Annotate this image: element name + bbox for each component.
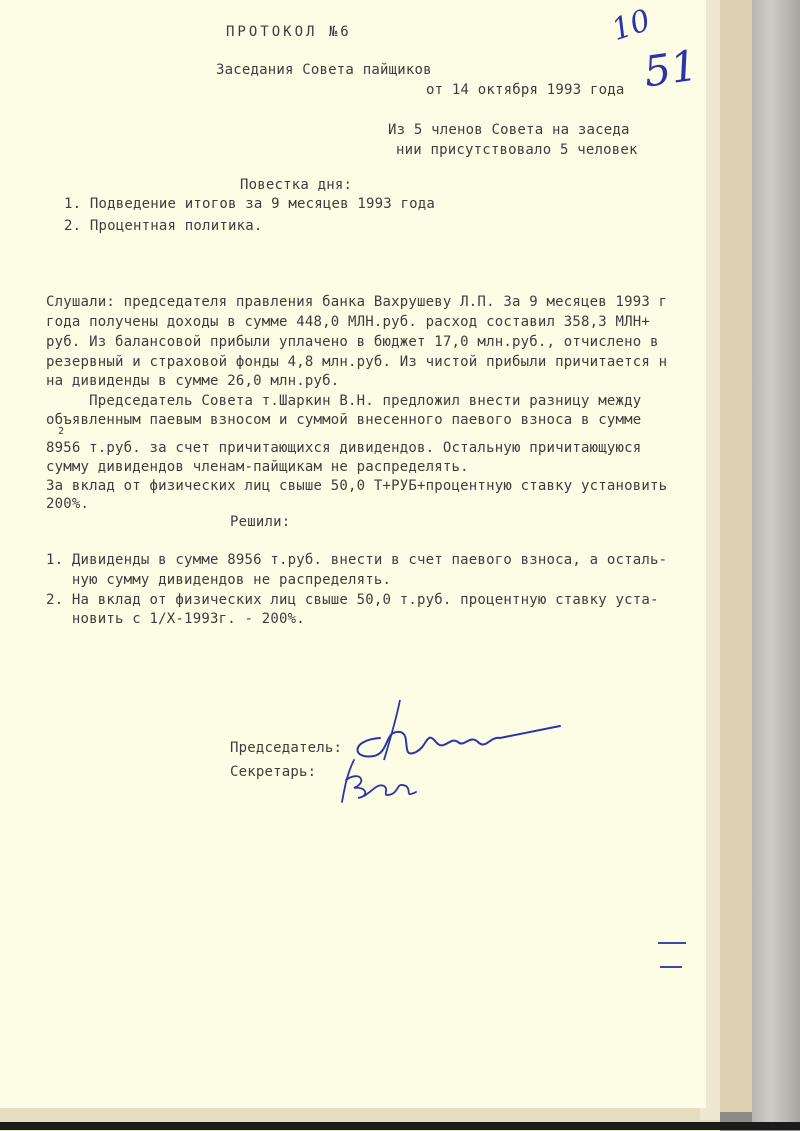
heard-line: года получены доходы в сумме 448,0 МЛН.руб. расход составил 358,3 МЛН+	[46, 314, 651, 330]
heard-line: руб. Из балансовой прибыли уплачено в бюджет 17,0 млн.руб., отчислено в	[46, 334, 659, 350]
correction-mark: 2	[58, 426, 65, 437]
agenda-heading: Повестка дня:	[240, 177, 353, 193]
chairman-label: Председатель:	[230, 740, 343, 756]
scanner-bottom-border	[0, 1122, 800, 1130]
document-title: ПРОТОКОЛ №6	[226, 24, 352, 40]
pen-mark	[660, 966, 682, 968]
handwritten-sheet-number: 51	[640, 40, 701, 97]
scanner-background	[752, 0, 800, 1130]
heard-line: Слушали: председателя правления банка Вахрушеву Л.П. За 9 месяцев 1993 г	[46, 294, 668, 310]
heard-line: 8956 т.руб. за счет причитающихся дивидендов. Остальную причитающуюся	[46, 440, 642, 456]
pen-mark	[658, 942, 686, 944]
agenda-item: 1. Подведение итогов за 9 месяцев 1993 года	[64, 196, 436, 212]
heard-line: Председатель Совета т.Шаркин В.Н. предложил внести разницу между	[46, 393, 642, 409]
attendance-line-1: Из 5 членов Совета на заседа	[388, 122, 630, 138]
document-date: от 14 октября 1993 года	[426, 82, 625, 98]
heard-line: сумму дивидендов членам-пайщикам не распределять.	[46, 459, 469, 475]
secretary-label: Секретарь:	[230, 764, 317, 780]
agenda-item: 2. Процентная политика.	[64, 218, 263, 234]
secretary-signature	[336, 752, 446, 812]
heard-line: резервный и страховой фонды 4,8 млн.руб. Из чистой прибыли причитается н	[46, 354, 668, 370]
document-subtitle: Заседания Совета пайщиков	[216, 62, 432, 78]
attendance-line-2: нии присутствовало 5 человек	[396, 142, 638, 158]
decided-heading: Решили:	[230, 514, 291, 530]
decided-line: 1. Дивиденды в сумме 8956 т.руб. внести в счет паевого взноса, а осталь-	[46, 552, 668, 568]
decided-line: 2. На вклад от физических лиц свыше 50,0 т.руб. процентную ставку уста-	[46, 592, 659, 608]
heard-line: на дивиденды в сумме 26,0 млн.руб.	[46, 373, 340, 389]
decided-line: ную сумму дивидендов не распределять.	[46, 572, 392, 588]
heard-line: 200%.	[46, 496, 90, 512]
decided-line: новить с 1/X-1993г. - 200%.	[46, 611, 305, 627]
heard-line: объявленным паевым взносом и суммой внесенного паевого взноса в сумме	[46, 412, 642, 428]
handwritten-page-number: 10	[607, 2, 655, 49]
heard-line: За вклад от физических лиц свыше 50,0 Т+РУБ+процентную ставку установить	[46, 478, 668, 494]
